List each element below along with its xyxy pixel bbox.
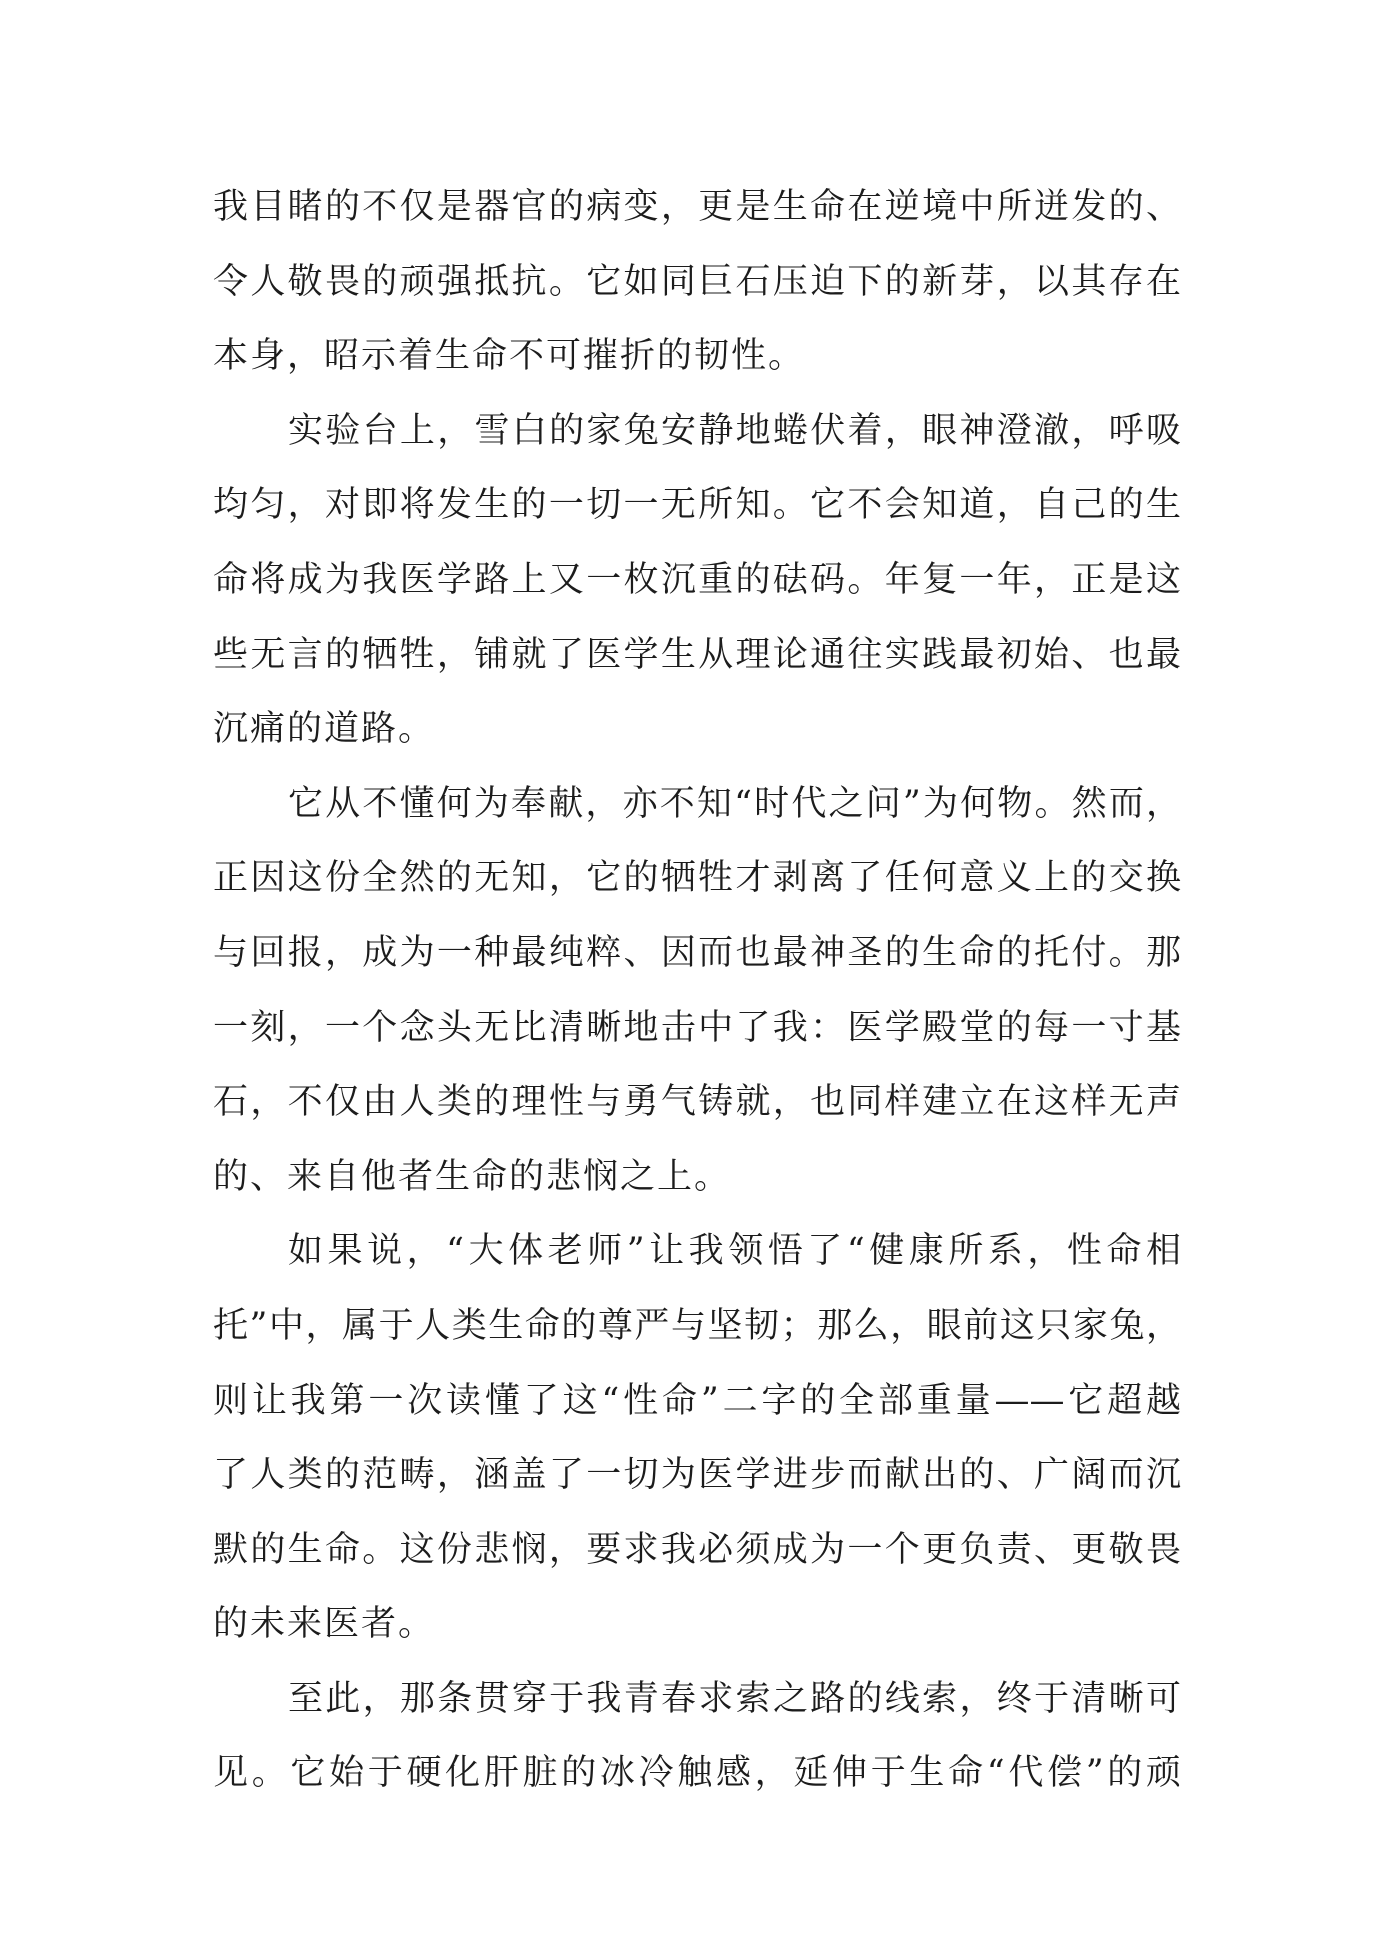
text-line: 沉痛的道路。: [213, 709, 436, 750]
text-line: 则让我第一次读懂了这“性命”二字的全部重量——它超越: [213, 1380, 1181, 1421]
text-line: 实验台上，雪白的家兔安静地蜷伏着，眼神澄澈，呼吸: [288, 410, 1181, 451]
text-line: 如果说，“大体老师”让我领悟了“健康所系，性命相: [288, 1231, 1181, 1272]
text-line: 本身，昭示着生命不可摧折的韧性。: [213, 336, 806, 377]
paragraph-1: [213, 170, 1181, 394]
text-line: 它从不懂何为奉献，亦不知“时代之问”为何物。然而，: [288, 783, 1181, 824]
text-line: 的未来医者。: [213, 1604, 436, 1645]
text-line: 默的生命。这份悲悯，要求我必须成为一个更负责、更敬畏: [213, 1529, 1181, 1570]
text-line: 与回报，成为一种最纯粹、因而也最神圣的生命的托付。那: [213, 932, 1181, 973]
text-line: 见。它始于硬化肝脏的冰冷触感，延伸于生命“代偿”的顽: [213, 1753, 1181, 1794]
text-line: 我目睹的不仅是器官的病变，更是生命在逆境中所迸发的、: [213, 187, 1181, 227]
paragraph-5: [213, 1662, 1181, 1811]
body-text: [213, 170, 1181, 1811]
text-line: 了人类的范畴，涵盖了一切为医学进步而献出的、广阔而沉: [213, 1455, 1181, 1496]
text-line: 一刻，一个念头无比清晰地击中了我：医学殿堂的每一寸基: [213, 1007, 1181, 1048]
text-line: 命将成为我医学路上又一枚沉重的砝码。年复一年，正是这: [213, 559, 1181, 600]
text-line: 令人敬畏的顽强抵抗。它如同巨石压迫下的新芽，以其存在: [213, 261, 1181, 302]
text-line: 均匀，对即将发生的一切一无所知。它不会知道，自己的生: [213, 485, 1181, 526]
paragraph-2: [213, 394, 1181, 767]
text-line: 的、来自他者生命的悲悯之上。: [213, 1156, 732, 1197]
paragraph-3: [213, 767, 1181, 1215]
text-line: 至此，那条贯穿于我青春求索之路的线索，终于清晰可: [288, 1678, 1181, 1719]
text-line: 正因这份全然的无知，它的牺牲才剥离了任何意义上的交换: [213, 858, 1181, 899]
paragraph-4: [213, 1214, 1181, 1662]
text-line: 石，不仅由人类的理性与勇气铸就，也同样建立在这样无声: [213, 1082, 1181, 1123]
text-line: 托”中，属于人类生命的尊严与坚韧；那么，眼前这只家兔，: [213, 1305, 1181, 1346]
text-line: 些无言的牺牲，铺就了医学生从理论通往实践最初始、也最: [213, 634, 1181, 675]
